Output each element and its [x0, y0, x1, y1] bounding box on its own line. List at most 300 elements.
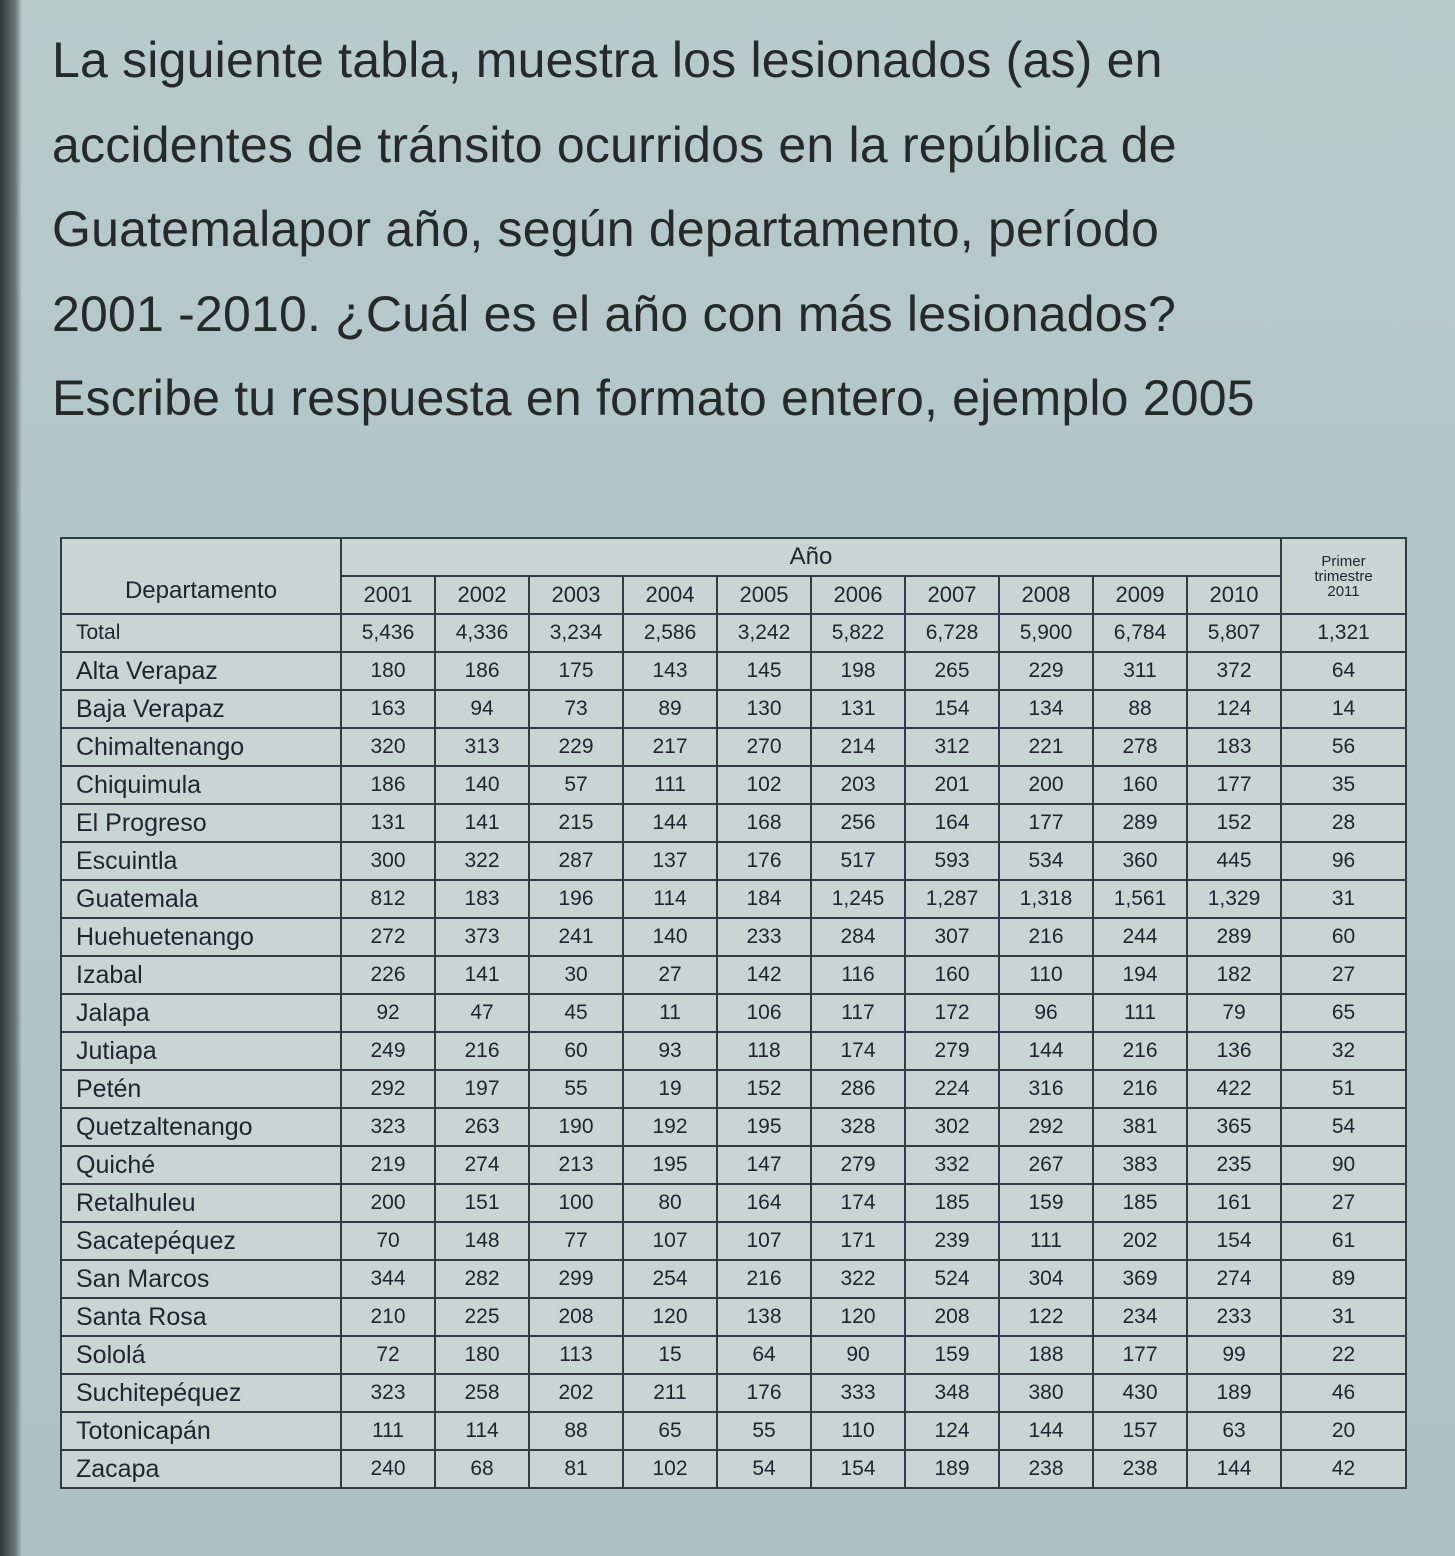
cell-value: 180 [435, 1336, 529, 1374]
cell-value: 524 [905, 1260, 999, 1298]
cell-value: 365 [1187, 1108, 1281, 1146]
cell-value: 234 [1093, 1298, 1187, 1336]
cell-value: 534 [999, 842, 1093, 880]
cell-value: 279 [905, 1032, 999, 1070]
cell-value: 282 [435, 1260, 529, 1298]
cell-value: 131 [341, 804, 435, 842]
cell-value: 517 [811, 842, 905, 880]
cell-value: 176 [717, 1374, 811, 1412]
first-quarter-value: 42 [1281, 1450, 1406, 1488]
department-name: Santa Rosa [61, 1298, 341, 1336]
cell-value: 93 [623, 1032, 717, 1070]
cell-value: 144 [999, 1412, 1093, 1450]
cell-value: 184 [717, 880, 811, 918]
cell-value: 141 [435, 956, 529, 994]
table-row [61, 880, 1406, 918]
cell-value: 182 [1187, 956, 1281, 994]
cell-value: 152 [717, 1070, 811, 1108]
cell-value: 189 [1187, 1374, 1281, 1412]
cell-value: 163 [341, 690, 435, 728]
cell-value: 120 [623, 1298, 717, 1336]
cell-value: 134 [999, 690, 1093, 728]
question-text [52, 18, 1432, 441]
cell-value: 195 [717, 1108, 811, 1146]
cell-value: 192 [623, 1108, 717, 1146]
table-row [61, 1184, 1406, 1222]
cell-value: 64 [717, 1336, 811, 1374]
cell-value: 174 [811, 1184, 905, 1222]
cell-value: 1,245 [811, 880, 905, 918]
cell-value: 55 [529, 1070, 623, 1108]
department-name: Alta Verapaz [61, 652, 341, 690]
cell-value: 72 [341, 1336, 435, 1374]
year-header-2006: 2006 [811, 576, 905, 614]
cell-value: 148 [435, 1222, 529, 1260]
cell-value: 141 [435, 804, 529, 842]
table-row [61, 1412, 1406, 1450]
first-quarter-value: 46 [1281, 1374, 1406, 1412]
year-header-2005: 2005 [717, 576, 811, 614]
cell-value: 99 [1187, 1336, 1281, 1374]
cell-value: 213 [529, 1146, 623, 1184]
cell-value: 102 [623, 1450, 717, 1488]
first-quarter-header-line-3: 2011 [1327, 582, 1360, 600]
cell-value: 332 [905, 1146, 999, 1184]
cell-value: 15 [623, 1336, 717, 1374]
cell-value: 244 [1093, 918, 1187, 956]
department-name: Escuintla [61, 842, 341, 880]
table-row [61, 1374, 1406, 1412]
cell-value: 152 [1187, 804, 1281, 842]
cell-value: 200 [341, 1184, 435, 1222]
first-quarter-value: 20 [1281, 1412, 1406, 1450]
first-quarter-value: 56 [1281, 728, 1406, 766]
cell-value: 159 [905, 1336, 999, 1374]
cell-value: 142 [717, 956, 811, 994]
cell-value: 323 [341, 1374, 435, 1412]
first-quarter-value: 31 [1281, 1298, 1406, 1336]
cell-value: 270 [717, 728, 811, 766]
first-quarter-value: 64 [1281, 652, 1406, 690]
cell-value: 118 [717, 1032, 811, 1070]
cell-value: 174 [811, 1032, 905, 1070]
cell-value: 265 [905, 652, 999, 690]
department-name: Quiché [61, 1146, 341, 1184]
cell-value: 77 [529, 1222, 623, 1260]
cell-value: 89 [623, 690, 717, 728]
cell-value: 217 [623, 728, 717, 766]
table-row [61, 1032, 1406, 1070]
cell-value: 94 [435, 690, 529, 728]
first-quarter-value: 51 [1281, 1070, 1406, 1108]
cell-value: 238 [999, 1450, 1093, 1488]
cell-value: 225 [435, 1298, 529, 1336]
question-line-2: accidentes de tránsito ocurridos en la república de [52, 116, 1177, 173]
header-row-top [61, 538, 1406, 576]
cell-value: 238 [1093, 1450, 1187, 1488]
cell-value: 81 [529, 1450, 623, 1488]
cell-value: 5,822 [811, 614, 905, 652]
cell-value: 111 [1093, 994, 1187, 1032]
cell-value: 185 [905, 1184, 999, 1222]
question-line-1: La siguiente tabla, muestra los lesionados (as) en [52, 32, 1163, 88]
table-row [61, 804, 1406, 842]
cell-value: 130 [717, 690, 811, 728]
cell-value: 30 [529, 956, 623, 994]
year-header-2004: 2004 [623, 576, 717, 614]
cell-value: 114 [435, 1412, 529, 1450]
cell-value: 278 [1093, 728, 1187, 766]
cell-value: 215 [529, 804, 623, 842]
cell-value: 159 [999, 1184, 1093, 1222]
cell-value: 5,436 [341, 614, 435, 652]
table-row [61, 1108, 1406, 1146]
department-name: Zacapa [61, 1450, 341, 1488]
table-row [61, 1222, 1406, 1260]
cell-value: 70 [341, 1222, 435, 1260]
cell-value: 381 [1093, 1108, 1187, 1146]
cell-value: 177 [1093, 1336, 1187, 1374]
cell-value: 55 [717, 1412, 811, 1450]
cell-value: 211 [623, 1374, 717, 1412]
cell-value: 210 [341, 1298, 435, 1336]
cell-value: 299 [529, 1260, 623, 1298]
cell-value: 19 [623, 1070, 717, 1108]
table-row [61, 614, 1406, 652]
cell-value: 289 [1187, 918, 1281, 956]
cell-value: 372 [1187, 652, 1281, 690]
cell-value: 233 [717, 918, 811, 956]
cell-value: 189 [905, 1450, 999, 1488]
cell-value: 229 [529, 728, 623, 766]
cell-value: 107 [717, 1222, 811, 1260]
cell-value: 202 [529, 1374, 623, 1412]
department-name: Quetzaltenango [61, 1108, 341, 1146]
year-group-header: Año [341, 538, 1281, 576]
cell-value: 300 [341, 842, 435, 880]
cell-value: 57 [529, 766, 623, 804]
cell-value: 593 [905, 842, 999, 880]
table-row [61, 1146, 1406, 1184]
cell-value: 279 [811, 1146, 905, 1184]
cell-value: 202 [1093, 1222, 1187, 1260]
first-quarter-value: 32 [1281, 1032, 1406, 1070]
first-quarter-value: 22 [1281, 1336, 1406, 1374]
cell-value: 172 [905, 994, 999, 1032]
cell-value: 92 [341, 994, 435, 1032]
cell-value: 151 [435, 1184, 529, 1222]
cell-value: 145 [717, 652, 811, 690]
cell-value: 80 [623, 1184, 717, 1222]
year-header-2009: 2009 [1093, 576, 1187, 614]
cell-value: 320 [341, 728, 435, 766]
cell-value: 54 [717, 1450, 811, 1488]
cell-value: 208 [529, 1298, 623, 1336]
first-quarter-value: 61 [1281, 1222, 1406, 1260]
cell-value: 157 [1093, 1412, 1187, 1450]
department-name: Petén [61, 1070, 341, 1108]
department-name: Total [61, 614, 341, 652]
cell-value: 323 [341, 1108, 435, 1146]
cell-value: 344 [341, 1260, 435, 1298]
cell-value: 186 [341, 766, 435, 804]
first-quarter-value: 65 [1281, 994, 1406, 1032]
cell-value: 233 [1187, 1298, 1281, 1336]
first-quarter-value: 1,321 [1281, 614, 1406, 652]
cell-value: 254 [623, 1260, 717, 1298]
first-quarter-header [1281, 538, 1406, 614]
cell-value: 160 [905, 956, 999, 994]
cell-value: 100 [529, 1184, 623, 1222]
cell-value: 214 [811, 728, 905, 766]
cell-value: 235 [1187, 1146, 1281, 1184]
cell-value: 73 [529, 690, 623, 728]
cell-value: 328 [811, 1108, 905, 1146]
cell-value: 183 [435, 880, 529, 918]
cell-value: 111 [623, 766, 717, 804]
first-quarter-value: 27 [1281, 956, 1406, 994]
cell-value: 422 [1187, 1070, 1281, 1108]
cell-value: 239 [905, 1222, 999, 1260]
cell-value: 198 [811, 652, 905, 690]
table-row [61, 1070, 1406, 1108]
cell-value: 383 [1093, 1146, 1187, 1184]
cell-value: 138 [717, 1298, 811, 1336]
cell-value: 322 [435, 842, 529, 880]
cell-value: 106 [717, 994, 811, 1032]
cell-value: 63 [1187, 1412, 1281, 1450]
first-quarter-value: 28 [1281, 804, 1406, 842]
cell-value: 1,561 [1093, 880, 1187, 918]
cell-value: 110 [999, 956, 1093, 994]
cell-value: 292 [999, 1108, 1093, 1146]
cell-value: 164 [717, 1184, 811, 1222]
cell-value: 171 [811, 1222, 905, 1260]
cell-value: 60 [529, 1032, 623, 1070]
cell-value: 6,784 [1093, 614, 1187, 652]
first-quarter-value: 60 [1281, 918, 1406, 956]
cell-value: 224 [905, 1070, 999, 1108]
cell-value: 144 [999, 1032, 1093, 1070]
table-row [61, 1298, 1406, 1336]
cell-value: 307 [905, 918, 999, 956]
cell-value: 131 [811, 690, 905, 728]
cell-value: 5,807 [1187, 614, 1281, 652]
cell-value: 216 [999, 918, 1093, 956]
year-header-2001: 2001 [341, 576, 435, 614]
cell-value: 180 [341, 652, 435, 690]
cell-value: 1,287 [905, 880, 999, 918]
year-header-2007: 2007 [905, 576, 999, 614]
cell-value: 102 [717, 766, 811, 804]
department-name: Suchitepéquez [61, 1374, 341, 1412]
cell-value: 322 [811, 1260, 905, 1298]
cell-value: 177 [1187, 766, 1281, 804]
cell-value: 88 [1093, 690, 1187, 728]
injuries-table [60, 537, 1407, 1489]
cell-value: 120 [811, 1298, 905, 1336]
cell-value: 96 [999, 994, 1093, 1032]
cell-value: 263 [435, 1108, 529, 1146]
cell-value: 190 [529, 1108, 623, 1146]
cell-value: 240 [341, 1450, 435, 1488]
cell-value: 160 [1093, 766, 1187, 804]
cell-value: 144 [1187, 1450, 1281, 1488]
cell-value: 274 [1187, 1260, 1281, 1298]
cell-value: 140 [623, 918, 717, 956]
cell-value: 380 [999, 1374, 1093, 1412]
cell-value: 154 [811, 1450, 905, 1488]
cell-value: 286 [811, 1070, 905, 1108]
cell-value: 284 [811, 918, 905, 956]
first-quarter-value: 96 [1281, 842, 1406, 880]
cell-value: 360 [1093, 842, 1187, 880]
cell-value: 186 [435, 652, 529, 690]
cell-value: 200 [999, 766, 1093, 804]
cell-value: 116 [811, 956, 905, 994]
cell-value: 147 [717, 1146, 811, 1184]
cell-value: 203 [811, 766, 905, 804]
cell-value: 177 [999, 804, 1093, 842]
cell-value: 164 [905, 804, 999, 842]
table-row [61, 1450, 1406, 1488]
cell-value: 4,336 [435, 614, 529, 652]
first-quarter-value: 27 [1281, 1184, 1406, 1222]
cell-value: 176 [717, 842, 811, 880]
cell-value: 107 [623, 1222, 717, 1260]
question-line-5: Escribe tu respuesta en formato entero, ejemplo 2005 [52, 370, 1255, 426]
cell-value: 289 [1093, 804, 1187, 842]
department-name: Baja Verapaz [61, 690, 341, 728]
cell-value: 79 [1187, 994, 1281, 1032]
cell-value: 188 [999, 1336, 1093, 1374]
cell-value: 226 [341, 956, 435, 994]
cell-value: 312 [905, 728, 999, 766]
department-header: Departamento [61, 538, 341, 614]
cell-value: 47 [435, 994, 529, 1032]
cell-value: 65 [623, 1412, 717, 1450]
cell-value: 140 [435, 766, 529, 804]
cell-value: 1,329 [1187, 880, 1281, 918]
table-row [61, 918, 1406, 956]
photo-left-edge [0, 0, 22, 1556]
cell-value: 11 [623, 994, 717, 1032]
cell-value: 267 [999, 1146, 1093, 1184]
cell-value: 137 [623, 842, 717, 880]
table-body [61, 614, 1406, 1488]
department-name: Huehuetenango [61, 918, 341, 956]
injuries-table-container [60, 537, 1405, 1489]
question-line-3: Guatemalapor año, según departamento, período [52, 201, 1159, 257]
cell-value: 304 [999, 1260, 1093, 1298]
question-line-4: 2001 -2010. ¿Cuál es el año con más lesionados? [52, 285, 1176, 342]
cell-value: 185 [1093, 1184, 1187, 1222]
cell-value: 196 [529, 880, 623, 918]
cell-value: 208 [905, 1298, 999, 1336]
table-row [61, 842, 1406, 880]
cell-value: 144 [623, 804, 717, 842]
cell-value: 110 [811, 1412, 905, 1450]
cell-value: 1,318 [999, 880, 1093, 918]
first-quarter-value: 89 [1281, 1260, 1406, 1298]
cell-value: 216 [1093, 1070, 1187, 1108]
cell-value: 292 [341, 1070, 435, 1108]
cell-value: 258 [435, 1374, 529, 1412]
cell-value: 124 [1187, 690, 1281, 728]
cell-value: 45 [529, 994, 623, 1032]
cell-value: 348 [905, 1374, 999, 1412]
cell-value: 302 [905, 1108, 999, 1146]
cell-value: 143 [623, 652, 717, 690]
cell-value: 272 [341, 918, 435, 956]
department-name: San Marcos [61, 1260, 341, 1298]
cell-value: 154 [1187, 1222, 1281, 1260]
cell-value: 241 [529, 918, 623, 956]
department-name: Jutiapa [61, 1032, 341, 1070]
cell-value: 175 [529, 652, 623, 690]
first-quarter-header-line-1: Primer [1321, 552, 1366, 570]
cell-value: 90 [811, 1336, 905, 1374]
cell-value: 219 [341, 1146, 435, 1184]
department-name: Sololá [61, 1336, 341, 1374]
table-row [61, 1260, 1406, 1298]
table-row [61, 766, 1406, 804]
cell-value: 161 [1187, 1184, 1281, 1222]
cell-value: 88 [529, 1412, 623, 1450]
department-name: El Progreso [61, 804, 341, 842]
cell-value: 369 [1093, 1260, 1187, 1298]
cell-value: 201 [905, 766, 999, 804]
department-name: Sacatepéquez [61, 1222, 341, 1260]
cell-value: 430 [1093, 1374, 1187, 1412]
year-header-2002: 2002 [435, 576, 529, 614]
cell-value: 445 [1187, 842, 1281, 880]
cell-value: 168 [717, 804, 811, 842]
cell-value: 274 [435, 1146, 529, 1184]
cell-value: 68 [435, 1450, 529, 1488]
cell-value: 113 [529, 1336, 623, 1374]
first-quarter-value: 54 [1281, 1108, 1406, 1146]
cell-value: 2,586 [623, 614, 717, 652]
cell-value: 316 [999, 1070, 1093, 1108]
cell-value: 6,728 [905, 614, 999, 652]
cell-value: 311 [1093, 652, 1187, 690]
department-name: Izabal [61, 956, 341, 994]
department-name: Totonicapán [61, 1412, 341, 1450]
table-row [61, 1336, 1406, 1374]
cell-value: 111 [999, 1222, 1093, 1260]
department-name: Guatemala [61, 880, 341, 918]
table-row [61, 956, 1406, 994]
cell-value: 194 [1093, 956, 1187, 994]
year-header-2003: 2003 [529, 576, 623, 614]
cell-value: 229 [999, 652, 1093, 690]
first-quarter-value: 14 [1281, 690, 1406, 728]
cell-value: 3,234 [529, 614, 623, 652]
cell-value: 333 [811, 1374, 905, 1412]
cell-value: 313 [435, 728, 529, 766]
cell-value: 197 [435, 1070, 529, 1108]
cell-value: 216 [1093, 1032, 1187, 1070]
department-name: Chiquimula [61, 766, 341, 804]
cell-value: 154 [905, 690, 999, 728]
cell-value: 5,900 [999, 614, 1093, 652]
cell-value: 117 [811, 994, 905, 1032]
department-name: Chimaltenango [61, 728, 341, 766]
first-quarter-value: 90 [1281, 1146, 1406, 1184]
cell-value: 195 [623, 1146, 717, 1184]
cell-value: 221 [999, 728, 1093, 766]
